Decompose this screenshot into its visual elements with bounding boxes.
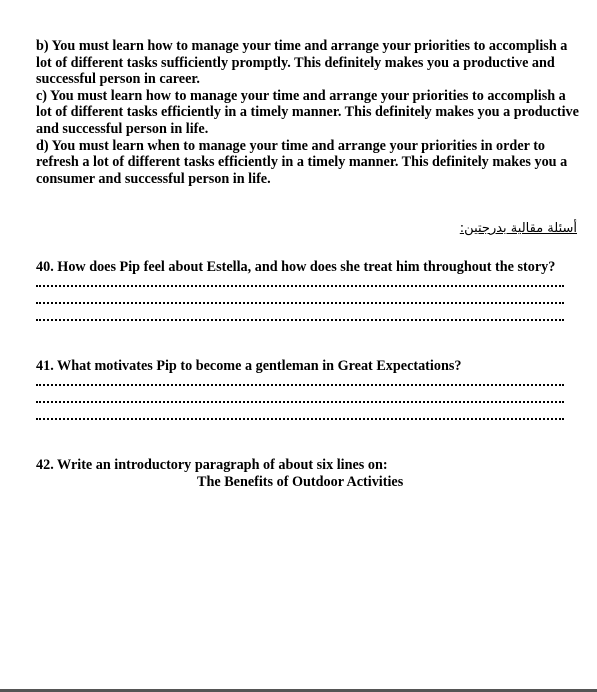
question-42: 42. Write an introductory paragraph of about six lines on: — [36, 457, 388, 473]
answer-line[interactable] — [36, 401, 564, 403]
answer-line[interactable] — [36, 319, 564, 321]
option-d: d) You must learn when to manage your time and arrange your priorities in order to refresh a lot of different tasks efficiently in a timely manner. This definitely makes you a consumer and successful person in life. — [36, 137, 568, 187]
essay-section-heading: أسئلة مقالية بدرجتين: — [459, 221, 577, 236]
answer-line[interactable] — [36, 384, 564, 386]
answer-line[interactable] — [36, 418, 564, 420]
option-b: b) You must learn how to manage your time and arrange your priorities to accomplish a lot of different tasks sufficiently promptly. This definitely makes you a productive and successful person in career. — [36, 38, 568, 88]
question-40: 40. How does Pip feel about Estella, and how does she treat him throughout the story? — [36, 259, 556, 275]
option-c: c) You must learn how to manage your time and arrange your priorities to accomplish a lot of different tasks efficiently in a timely manner. This definitely makes you a productive and successful person in life. — [36, 87, 579, 137]
answer-options — [36, 38, 581, 187]
answer-line[interactable] — [36, 302, 564, 304]
answer-line[interactable] — [36, 285, 564, 287]
essay-topic: The Benefits of Outdoor Activities — [197, 474, 404, 490]
question-41: 41. What motivates Pip to become a gentleman in Great Expectations? — [36, 358, 462, 374]
